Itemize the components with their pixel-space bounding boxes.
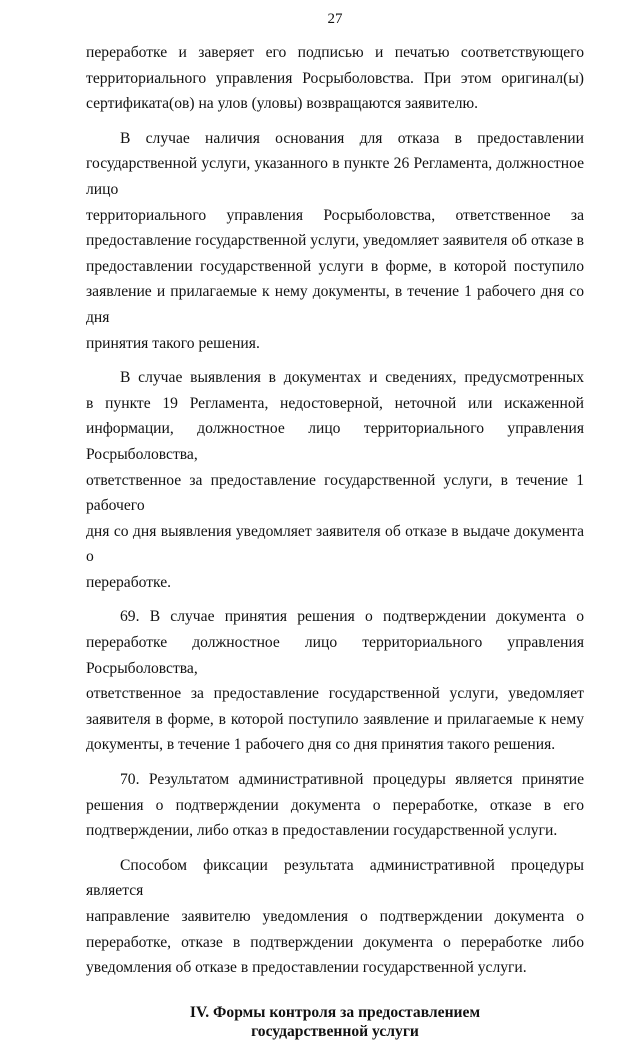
text-line: информации, должностное лицо территориального управления Росрыболовства, (86, 420, 584, 463)
text-line: ответственное за предоставление государственной услуги, уведомляет (86, 685, 584, 703)
paragraph-gap (86, 758, 584, 767)
text-line: сертификата(ов) на улов (уловы) возвращаются заявителю. (86, 95, 479, 113)
text-line: В случае выявления в документах и сведениях, предусмотренных (120, 369, 584, 387)
text-line: В случае наличия основания для отказа в предоставлении (120, 129, 584, 147)
paragraph (86, 40, 584, 117)
section-heading-line-2: государственной услуги (251, 1022, 419, 1040)
text-line: переработке должностное лицо территориального управления Росрыболовства, (86, 634, 584, 677)
text-line: 70. Результатом административной процедуры является принятие (120, 771, 584, 789)
text-line: принятия такого решения. (86, 334, 260, 352)
document-body (86, 40, 584, 981)
paragraph-gap (86, 844, 584, 853)
paragraph-gap (86, 117, 584, 126)
text-line: 69. В случае принятия решения о подтверждении документа о (120, 608, 584, 626)
paragraph-gap (86, 356, 584, 365)
text-line: заявление и прилагаемые к нему документы, в течение 1 рабочего дня со дня (86, 283, 584, 326)
paragraph (86, 767, 584, 844)
text-line: заявителя в форме, в которой поступило заявление и прилагаемые к нему (86, 710, 584, 728)
paragraph-gap (86, 595, 584, 604)
page-number: 27 (327, 11, 343, 27)
text-line: ответственное за предоставление государственной услуги, в течение 1 рабочего (86, 471, 584, 515)
paragraph (86, 126, 584, 356)
text-line: предоставлении государственной услуги в форме, в которой поступило (86, 257, 584, 275)
text-line: территориального управления Росрыболовства, ответственное за (86, 206, 584, 224)
paragraph (86, 853, 584, 981)
text-line: Способом фиксации результата административной процедуры является (86, 856, 584, 900)
text-line: решения о подтверждении документа о переработке, отказе в его (86, 796, 584, 814)
text-line: уведомления об отказе в предоставлении государственной услуги. (86, 959, 527, 977)
text-line: переработке и заверяет его подписью и печатью соответствующего (86, 44, 584, 61)
text-line: предоставление государственной услуги, уведомляет заявителя об отказе в (86, 232, 584, 250)
text-line: территориального управления Росрыболовства. При этом оригинал(ы) (86, 69, 584, 87)
text-line: в пункте 19 Регламента, недостоверной, неточной или искаженной (86, 394, 584, 412)
paragraph (86, 365, 584, 595)
text-line: переработке. (86, 573, 172, 591)
text-line: подтверждении, либо отказ в предоставлении государственной услуги. (86, 822, 558, 840)
text-line: документы, в течение 1 рабочего дня со дня принятия такого решения. (86, 736, 556, 754)
text-line: дня со дня выявления уведомляет заявителя об отказе в выдаче документа о (86, 522, 584, 566)
text-line: направление заявителю уведомления о подтверждении документа о (86, 908, 584, 925)
section-heading-line-1: IV. Формы контроля за предоставлением (189, 1003, 481, 1021)
text-line: государственной услуги, указанного в пункте 26 Регламента, должностное лицо (86, 155, 584, 198)
text-line: переработке, отказе в подтверждении документа о переработке либо (86, 933, 584, 951)
paragraph (86, 604, 584, 758)
section-heading (86, 1003, 584, 1041)
